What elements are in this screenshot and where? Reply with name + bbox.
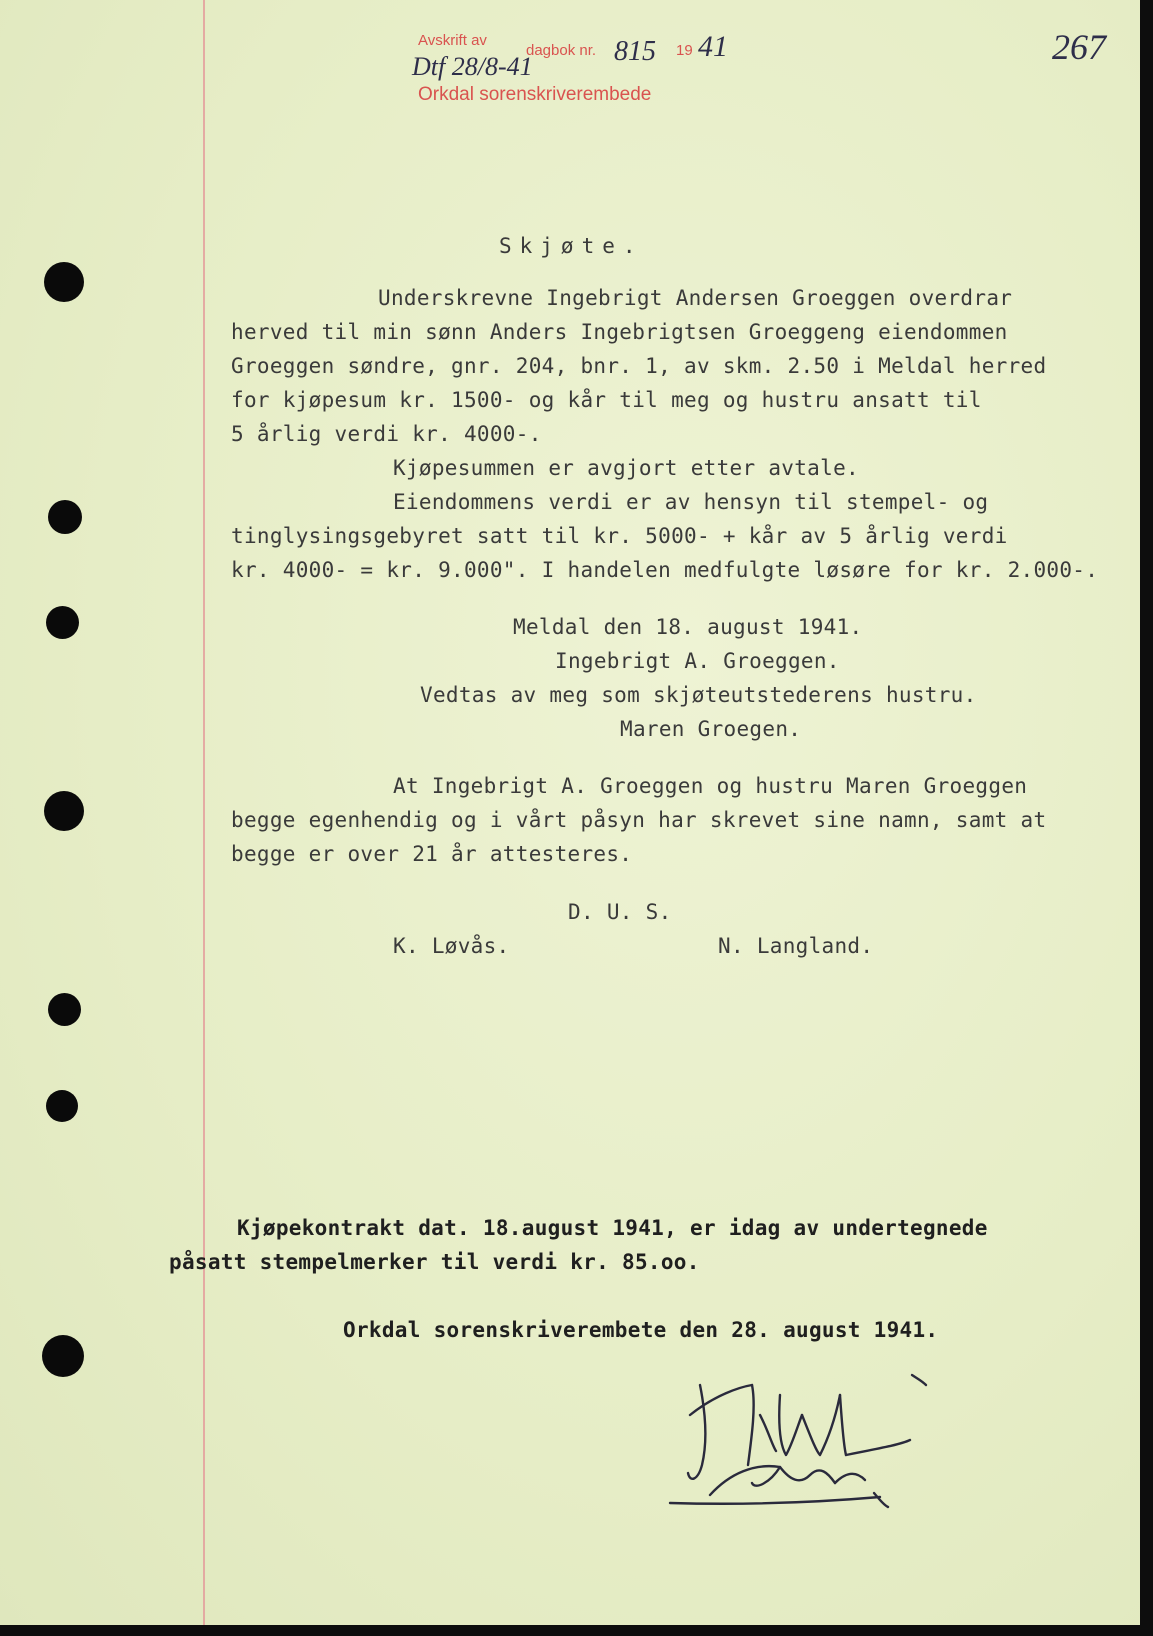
- paragraph2: Kjøpesummen er avgjort etter avtale.: [393, 456, 859, 480]
- paragraph3-line: kr. 4000- = kr. 9.000". I handelen medfulgte løsøre for kr. 2.000-.: [231, 558, 1099, 582]
- paragraph1-line: Groeggen søndre, gnr. 204, bnr. 1, av skm. 2.50 i Meldal herred: [231, 354, 1047, 378]
- margin-line: [203, 0, 205, 1625]
- handwritten-reference: Dtf 28/8-41: [412, 52, 533, 81]
- dus-mark: D. U. S.: [568, 900, 672, 924]
- witness2-name: N. Langland.: [718, 934, 874, 958]
- signer2-name: Maren Groegen.: [620, 717, 802, 741]
- paragraph1-line: Underskrevne Ingebrigt Andersen Groeggen overdrar: [378, 286, 1013, 310]
- stamp-line1-prefix: Avskrift av: [418, 32, 487, 49]
- stamp-note-line: påsatt stempelmerker til verdi kr. 85.oo.: [169, 1250, 700, 1274]
- stamp-dagbok-label: dagbok nr.: [526, 42, 597, 59]
- page-number: 267: [1052, 27, 1106, 67]
- attest-line: begge egenhendig og i vårt påsyn har skrevet sine namn, samt at: [231, 808, 1047, 832]
- attest-line: At Ingebrigt A. Groeggen og hustru Maren Groeggen: [393, 774, 1028, 798]
- stamp-dagbok-number: 815: [614, 36, 656, 67]
- punch-hole: [46, 606, 79, 639]
- punch-hole: [42, 1335, 84, 1377]
- consent-line: Vedtas av meg som skjøteutstederens hustru.: [420, 683, 977, 707]
- punch-hole: [46, 1090, 78, 1122]
- paragraph1-line: for kjøpesum kr. 1500- og kår til meg og hustru ansatt til: [231, 388, 982, 412]
- attest-line: begge er over 21 år attesteres.: [231, 842, 633, 866]
- handwritten-signature: [660, 1355, 960, 1525]
- signer1-name: Ingebrigt A. Groeggen.: [555, 649, 840, 673]
- punch-hole: [44, 262, 84, 302]
- paragraph1-line: herved til min sønn Anders Ingebrigtsen Groeggeng eiendommen: [231, 320, 1008, 344]
- stamp-year-prefix: 19: [676, 42, 693, 59]
- paragraph3-line: tinglysingsgebyret satt til kr. 5000- + kår av 5 årlig verdi: [231, 524, 1008, 548]
- stamp-year-suffix: 41: [698, 30, 728, 63]
- place-date: Meldal den 18. august 1941.: [513, 615, 863, 639]
- stamp-note-line: Kjøpekontrakt dat. 18.august 1941, er idag av undertegnede: [237, 1216, 988, 1240]
- stamp-office-name: Orkdal sorenskriverembede: [418, 84, 652, 105]
- punch-hole: [48, 500, 82, 534]
- office-date-line: Orkdal sorenskriverembete den 28. august 1941.: [343, 1318, 939, 1342]
- punch-hole: [48, 993, 81, 1026]
- paragraph1-line: 5 årlig verdi kr. 4000-.: [231, 422, 542, 446]
- punch-hole: [44, 791, 84, 831]
- witness1-name: K. Løvås.: [393, 934, 510, 958]
- paragraph3-line: Eiendommens verdi er av hensyn til stempel- og: [393, 490, 989, 514]
- document-title: Skjøte.: [499, 234, 644, 258]
